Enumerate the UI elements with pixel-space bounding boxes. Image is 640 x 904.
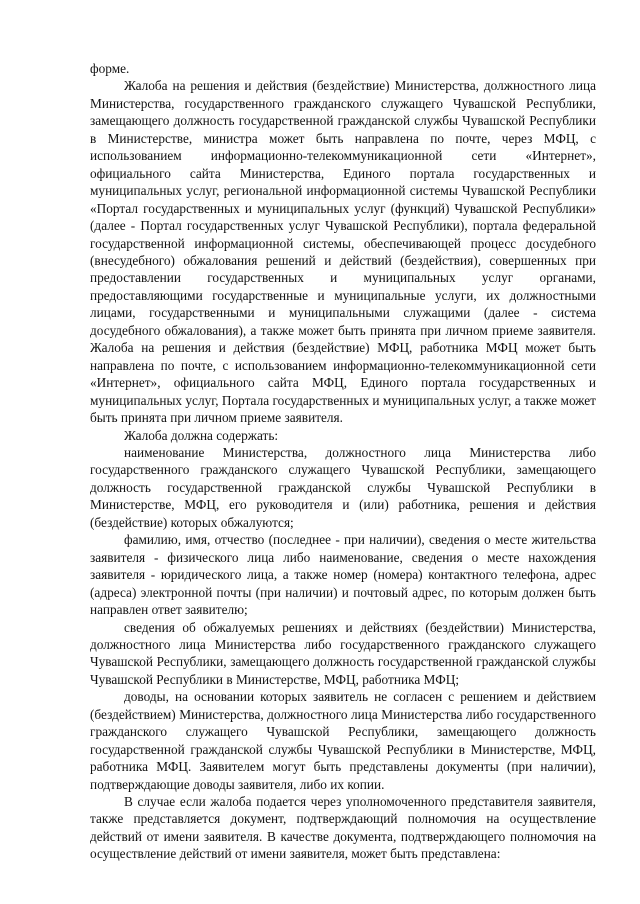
paragraph-continuation: форме.	[90, 61, 130, 76]
paragraph-item-arguments: доводы, на основании которых заявитель не согласен с решением и действием (бездействием) Министерства, должностного лица Министерства либо государственного гражданского служащего Чувашской Республики, замещающего должность государственной гражданской службы Чувашской Республики в Министерстве, МФЦ, работника МФЦ. Заявителем могут быть представлены документы (при наличии), подтверждающие доводы заявителя, либо их копии.	[90, 689, 596, 792]
paragraph-item-name: наименование Министерства, должностного лица Министерства либо государственного гражданского служащего Чувашской Республики, замещающего должность государственной гражданской службы Чувашской Республики в Министерстве, МФЦ, его руководителя и (или) работника, решения и действия (бездействие) которых обжалуются;	[90, 444, 596, 530]
paragraph-item-appealed-decisions: сведения об обжалуемых решениях и действиях (бездействии) Министерства, должностного лица Министерства либо государственного гражданского служащего Чувашской Республики, замещающего должность государственной гражданской службы Чувашской Республики в Министерстве, МФЦ, работника МФЦ;	[90, 619, 596, 687]
paragraph-item-applicant-details: фамилию, имя, отчество (последнее - при наличии), сведения о месте жительства заявителя - физического лица либо наименование, сведения о месте нахождения заявителя - юридического лица, а также номер (номера) контактного телефона, адрес (адреса) электронной почты (при наличии) и почтовый адрес, по которым должен быть направлен ответ заявителю;	[90, 532, 596, 618]
paragraph-complaint-contents-heading: Жалоба должна содержать:	[124, 427, 279, 443]
paragraph-representative: В случае если жалоба подается через уполномоченного представителя заявителя, также представляется документ, подтверждающий полномочия на осуществление действий от имени заявителя. В качестве документа, подтверждающего полномочия на осуществление действий от имени заявителя, может быть представлена:	[90, 794, 596, 862]
paragraph-complaint-channels: Жалоба на решения и действия (бездействие) Министерства, должностного лица Министерства, государственного гражданского служащего Чувашской Республики, замещающего должность государственной гражданской службы Чувашской Республики в Министерстве, министра может быть направлена по почте, через МФЦ, с использованием информационно-телекоммуникационной сети «Интернет», официального сайта Министерства, Единого портала государственных и муниципальных услуг, региональной информационной системы Чувашской Республики «Портал государственных и муниципальных услуг (функций) Чувашской Республики» (далее - Портал государственных услуг Чувашской Республики), портала федеральной государственной информационной системы, обеспечивающей процесс досудебного (внесудебного) обжалования решений и действий (бездействия), совершенных при предоставлении государственных и муниципальных услуг органами, предоставляющими государственные и муниципальные услуги, их должностными лицами, государственными и муниципальными служащими (далее - система досудебного обжалования), а также может быть принята при личном приеме заявителя. Жалоба на решения и действия (бездействие) МФЦ, работника МФЦ может быть направлена по почте, с использованием информационно-телекоммуникационной сети «Интернет», официального сайта МФЦ, Единого портала государственных и муниципальных услуг, Портала государственных и муниципальных услуг, а также может быть принята при личном приеме заявителя.	[90, 78, 596, 426]
document-page	[90, 60, 596, 863]
